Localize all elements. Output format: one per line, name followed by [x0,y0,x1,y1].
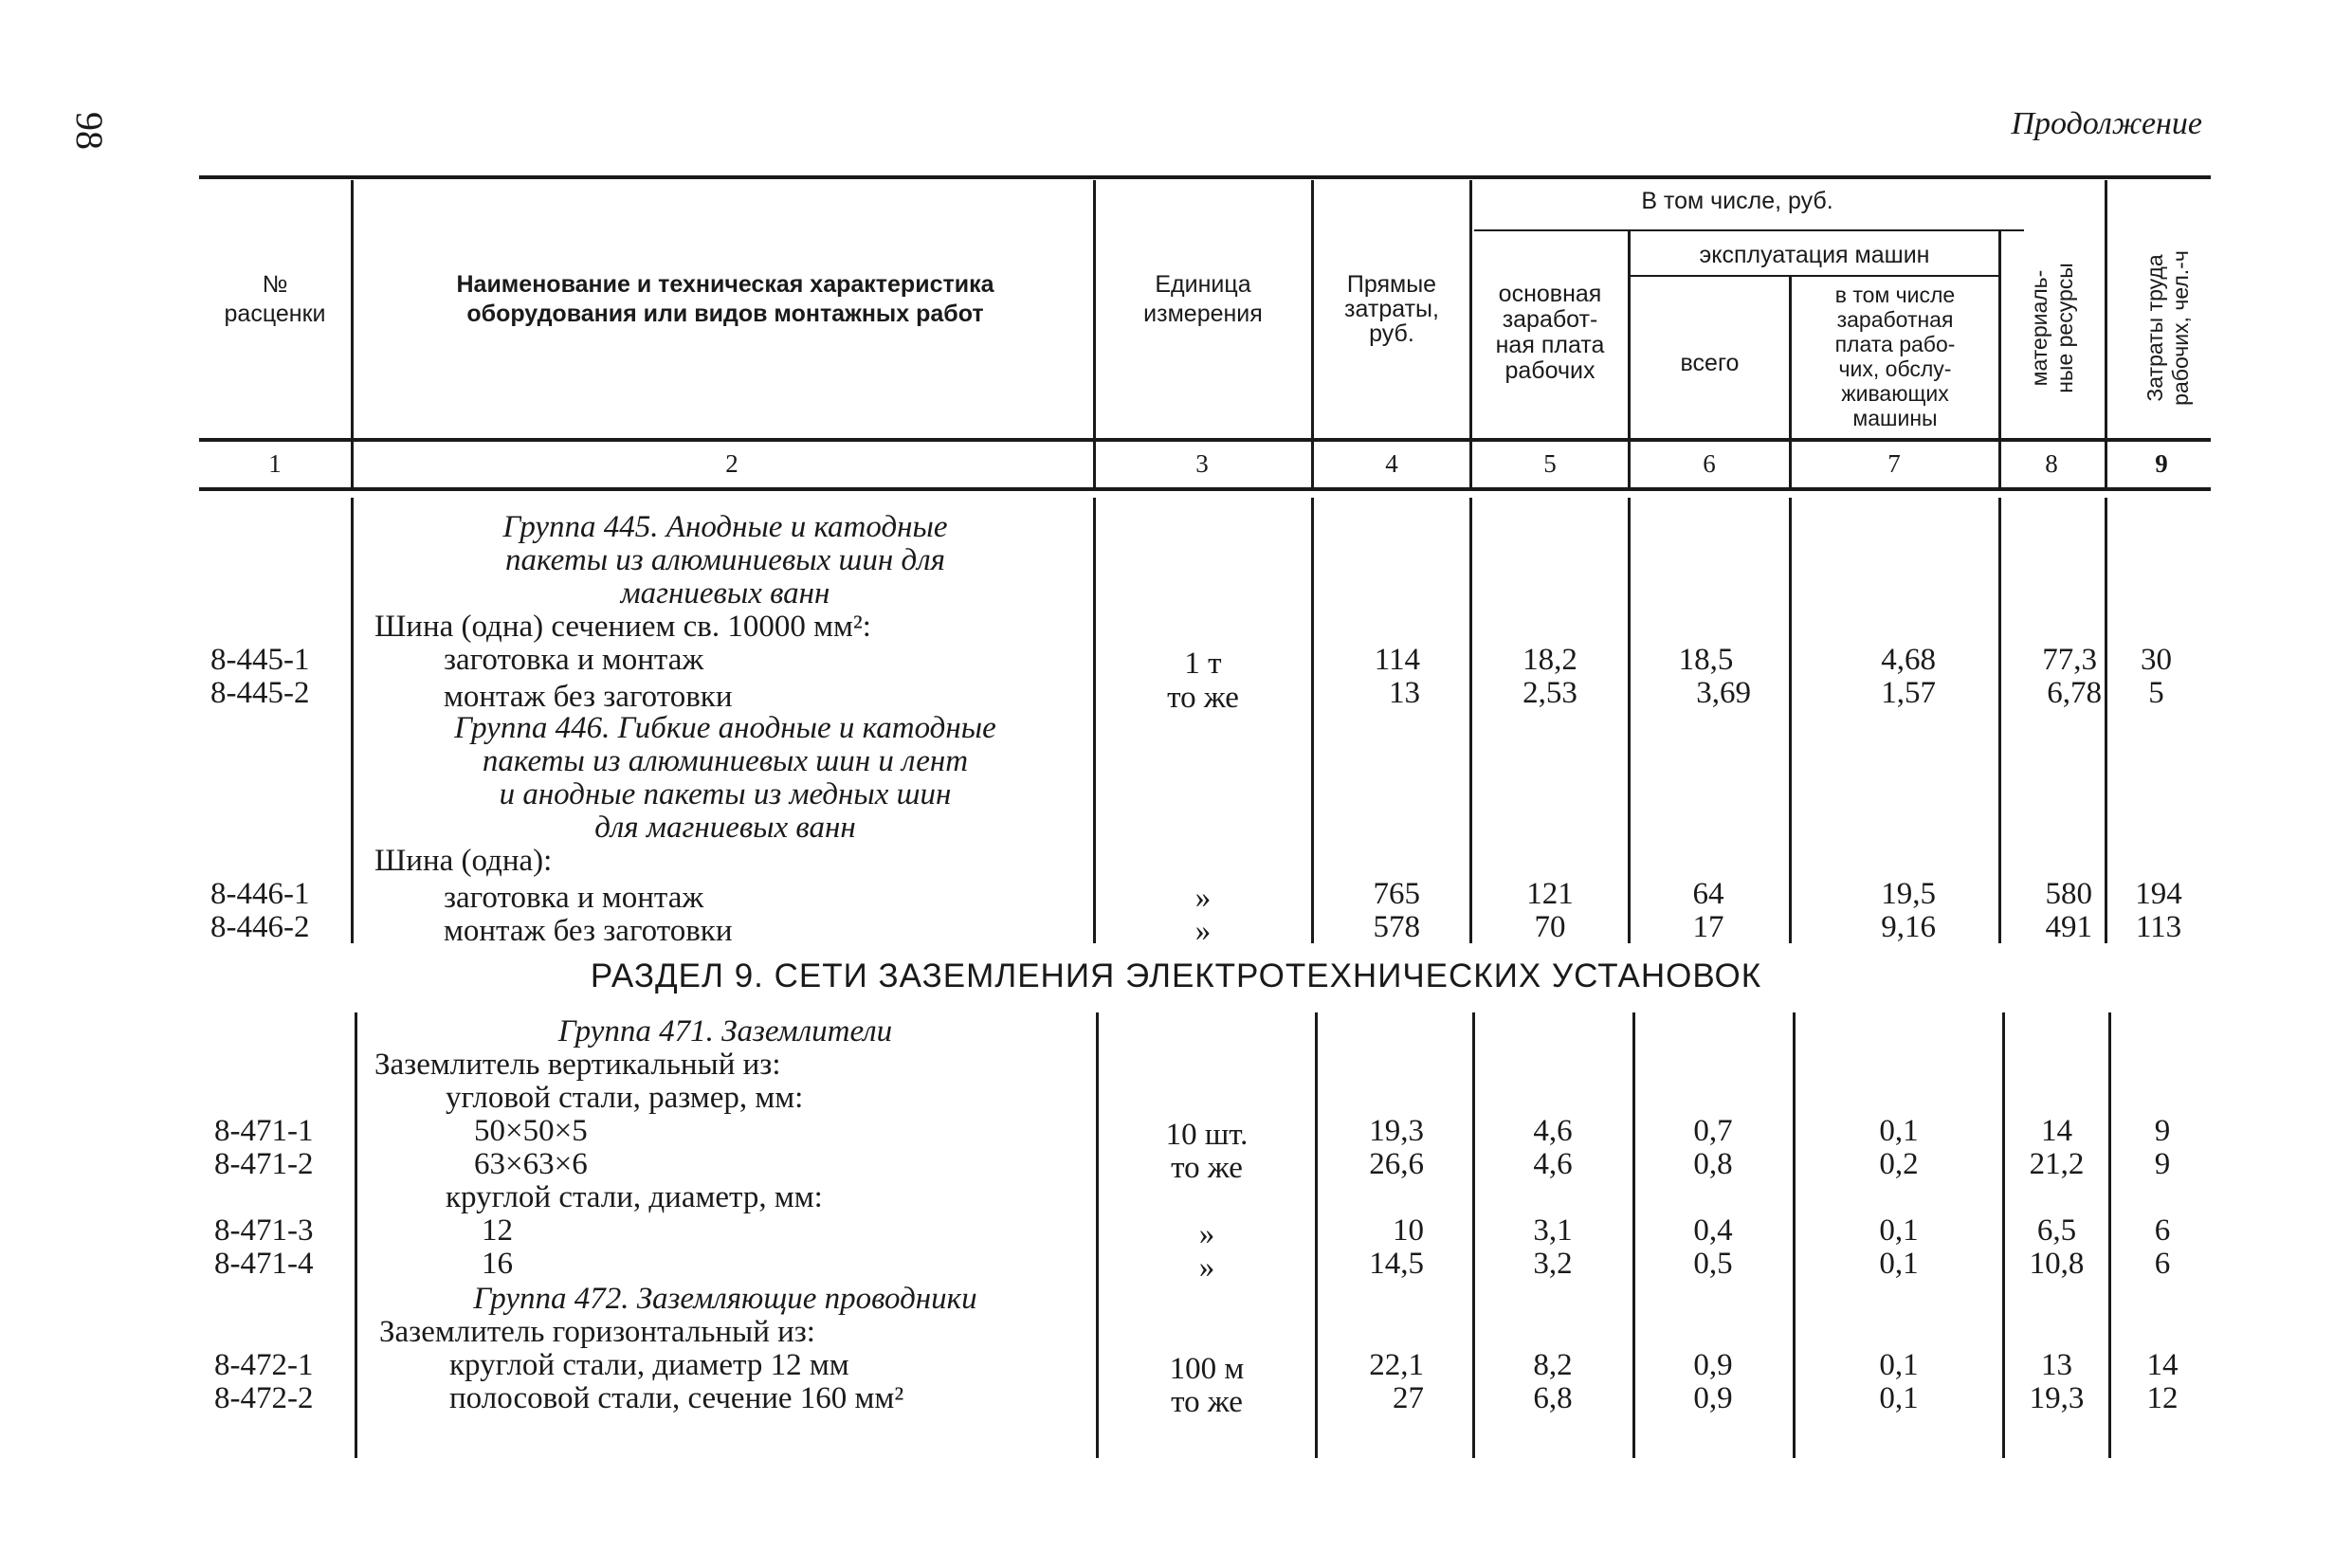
row-labor: 113 [2135,910,2182,944]
row-name: 16 [482,1247,513,1281]
row-materials: 14 [2041,1114,2072,1148]
group-title: для магниевых ванн [594,811,856,845]
row-labor: 12 [2146,1381,2179,1415]
row-unit: то же [1167,681,1239,715]
row-direct: 27 [1393,1381,1424,1415]
row-direct: 19,3 [1369,1114,1424,1148]
row-labor: 6 [2154,1247,2171,1281]
row-machine: 17 [1692,910,1724,944]
row-machine: 0,8 [1693,1147,1733,1181]
hdr-vline [1093,180,1096,488]
row-materials: 77,3 [2042,643,2097,677]
header-machine-total: всего [1680,350,1740,376]
row-labor: 9 [2154,1114,2171,1148]
body-vline [355,1012,357,1458]
body-vline [1472,1012,1475,1458]
row-labor: 5 [2148,676,2164,710]
row-machine-wage: 4,68 [1881,643,1936,677]
col-number: 2 [725,449,738,478]
group-title: Группа 446. Гибкие анодные и катодные [454,711,996,745]
row-unit: то же [1171,1151,1243,1185]
header-code: № расценки [224,271,326,327]
row-materials: 19,3 [2029,1381,2085,1415]
group-title: пакеты из алюминиевых шин для [505,543,945,577]
row-name: круглой стали, диаметр 12 мм [449,1348,849,1382]
row-name: монтаж без заготовки [444,680,733,714]
row-unit: » [1194,914,1212,948]
row-materials: 6,78 [2047,676,2102,710]
row-direct: 10 [1393,1213,1424,1248]
row-machine: 0,9 [1693,1348,1733,1382]
row-machine-wage: 9,16 [1881,910,1936,944]
row-machine: 3,69 [1696,676,1751,710]
row-name: 12 [482,1213,513,1248]
row-name: 50×50×5 [474,1114,588,1148]
hdr-vline [2105,180,2107,488]
row-code: 8-445-1 [210,643,310,677]
row-direct: 114 [1374,643,1420,677]
row-code: 8-445-2 [210,676,310,710]
row-unit: » [1198,1217,1215,1251]
row-materials: 491 [2045,910,2092,944]
row-name: заготовка и монтаж [444,643,704,677]
row-machine-wage: 1,57 [1881,676,1936,710]
row-code: 8-471-2 [214,1147,314,1181]
row-direct: 22,1 [1369,1348,1424,1382]
hdr-vline [1789,277,1792,488]
row-machine-wage: 0,2 [1879,1147,1919,1181]
row-materials: 21,2 [2029,1147,2085,1181]
row-code: 8-471-1 [214,1114,314,1148]
row-name: 63×63×6 [474,1147,588,1181]
header-direct-costs: Прямые затраты, руб. [1344,271,1439,347]
header-name: Наименование и техническая характеристика оборудования или видов монтажных работ [456,271,994,327]
row-code: 8-472-1 [214,1348,314,1382]
row-materials: 10,8 [2029,1247,2085,1281]
row-labor: 9 [2154,1147,2171,1181]
group-subintro: угловой стали, размер, мм: [446,1081,804,1115]
hdr-vline [1311,180,1314,488]
row-direct: 14,5 [1369,1247,1424,1281]
group-title: Группа 472. Заземляющие проводники [473,1282,977,1316]
row-machine-wage: 0,1 [1879,1348,1919,1382]
row-materials: 6,5 [2036,1213,2077,1248]
row-code: 8-446-1 [210,877,310,911]
row-wage: 18,2 [1522,643,1577,677]
row-wage: 8,2 [1533,1348,1573,1382]
body-vline [1093,498,1096,943]
header-wage: основная заработ- ная плата рабочих [1495,281,1605,384]
row-code: 8-472-2 [214,1381,314,1415]
hdr-vline [1998,231,2001,488]
body-vline [1789,498,1792,943]
group-title: пакеты из алюминиевых шин и лент [482,744,969,778]
group-intro: Заземлитель горизонтальный из: [379,1315,815,1349]
col-number: 3 [1195,449,1209,478]
row-wage: 121 [1526,877,1574,911]
header-unit: Единица измерения [1143,271,1263,327]
row-labor: 30 [2141,643,2172,677]
row-code: 8-471-3 [214,1213,314,1248]
header-bottom-rule [199,438,2211,442]
col-number: 9 [2155,449,2168,478]
col-number: 4 [1385,449,1398,478]
row-labor: 14 [2146,1348,2179,1382]
row-machine: 64 [1692,877,1724,911]
header-including: В том числе, руб. [1641,188,1833,214]
row-machine-wage: 0,1 [1879,1247,1919,1281]
body-vline [1469,498,1472,943]
row-unit: то же [1171,1385,1243,1419]
header-machine-wage: в том числе заработная плата рабо- чих, обслу- живающих машины [1834,283,1956,430]
section-heading: РАЗДЕЛ 9. СЕТИ ЗАЗЕМЛЕНИЯ ЭЛЕКТРОТЕХНИЧЕСКИХ УСТАНОВОК [590,957,1762,994]
row-name: монтаж без заготовки [444,914,733,948]
row-machine: 0,9 [1693,1381,1733,1415]
row-wage: 6,8 [1533,1381,1573,1415]
hdr-vline [1469,180,1472,488]
row-unit: 10 шт. [1165,1118,1249,1152]
header-machine: эксплуатация машин [1699,242,1930,268]
row-unit: » [1198,1250,1215,1285]
continuation-label: Продолжение [2011,106,2202,141]
row-machine-wage: 19,5 [1881,877,1936,911]
row-unit: » [1194,881,1212,915]
row-machine: 0,5 [1693,1247,1733,1281]
hdr-vline [1628,231,1631,488]
group-title: Группа 445. Анодные и катодные [502,510,948,544]
group-intro: Шина (одна) сечением св. 10000 мм²: [374,610,871,644]
row-wage: 4,6 [1533,1114,1573,1148]
row-code: 8-446-2 [210,910,310,944]
row-wage: 70 [1534,910,1566,944]
header-materials: материаль- ные ресурсы [2027,263,2077,393]
body-vline [2002,1012,2005,1458]
body-vline [351,498,354,943]
body-vline [1311,498,1314,943]
row-machine: 18,5 [1678,643,1734,677]
col-number: 5 [1543,449,1557,478]
row-direct: 765 [1373,877,1420,911]
body-vline [1998,498,2001,943]
row-direct: 578 [1373,910,1420,944]
col-number: 6 [1703,449,1716,478]
row-name: полосовой стали, сечение 160 мм² [449,1381,904,1415]
row-materials: 580 [2045,877,2092,911]
row-machine-wage: 0,1 [1879,1114,1919,1148]
col-number: 1 [268,449,282,478]
col-number: 7 [1887,449,1901,478]
row-labor: 194 [2135,877,2182,911]
row-wage: 2,53 [1522,676,1577,710]
row-machine: 0,4 [1693,1213,1733,1248]
row-machine-wage: 0,1 [1879,1213,1919,1248]
row-machine: 0,7 [1693,1114,1733,1148]
group-title: Группа 471. Заземлители [557,1014,893,1048]
row-machine-wage: 0,1 [1879,1381,1919,1415]
group-intro: Шина (одна): [374,844,553,878]
row-direct: 13 [1389,676,1420,710]
body-vline [1628,498,1631,943]
table-top-rule [199,175,2211,179]
row-wage: 4,6 [1533,1147,1573,1181]
group-subintro: круглой стали, диаметр, мм: [446,1180,823,1214]
group-title: и анодные пакеты из медных шин [499,777,952,811]
row-code: 8-471-4 [214,1247,314,1281]
row-wage: 3,1 [1533,1213,1573,1248]
row-materials: 13 [2041,1348,2072,1382]
hdr-vline [351,180,354,488]
row-labor: 6 [2154,1213,2171,1248]
body-vline [1315,1012,1318,1458]
group-title: магниевых ванн [620,576,830,611]
group-intro: Заземлитель вертикальный из: [374,1048,781,1082]
machine-rule [1631,275,2000,277]
body-vline [1793,1012,1796,1458]
row-name: заготовка и монтаж [444,881,704,915]
row-wage: 3,2 [1533,1247,1573,1281]
row-direct: 26,6 [1369,1147,1424,1181]
group-rule [1474,229,2024,231]
header-labor: Затраты труда рабочих, чел.-ч [2142,250,2193,406]
page-number: 98 [68,112,111,150]
row-unit: 100 м [1169,1352,1245,1386]
numbers-bottom-rule [199,487,2211,491]
body-vline [1632,1012,1635,1458]
col-number: 8 [2045,449,2058,478]
body-vline [1096,1012,1099,1458]
row-unit: 1 т [1184,647,1222,681]
